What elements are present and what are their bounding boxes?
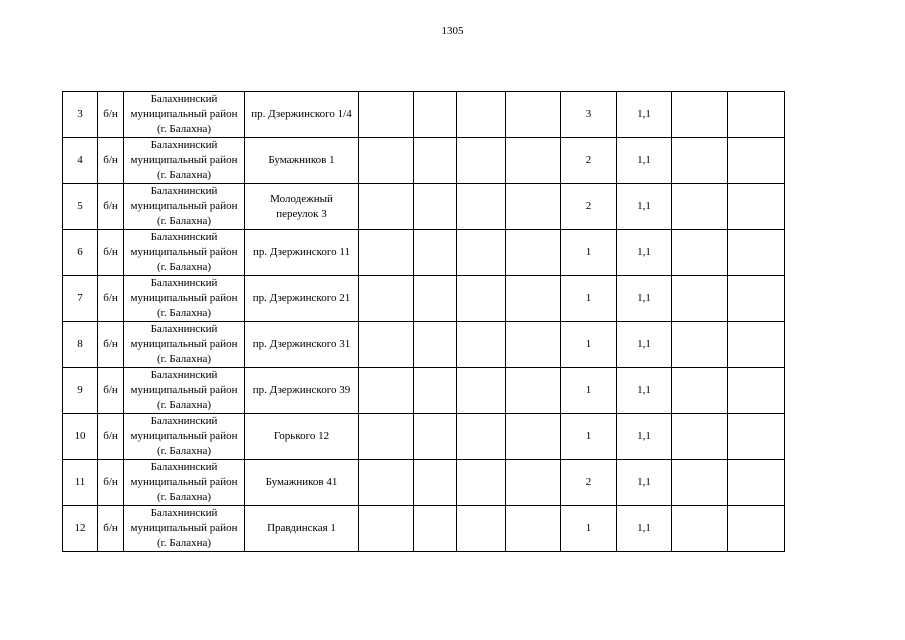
district-name-line: Балахнинский (150, 369, 218, 381)
district-name-line: Балахнинский (150, 277, 218, 289)
empty-cell-12 (728, 138, 785, 184)
code-cell: б/н (98, 276, 124, 322)
empty-cell-7 (457, 460, 506, 506)
code-cell: б/н (98, 506, 124, 552)
empty-cell-7 (457, 230, 506, 276)
empty-cell-11 (672, 184, 728, 230)
empty-cell-6 (414, 276, 457, 322)
table-row (63, 138, 785, 184)
volume-cell: 1,1 (617, 184, 672, 230)
empty-cell-6 (414, 138, 457, 184)
volume-cell: 1,1 (617, 230, 672, 276)
table-row (63, 414, 785, 460)
district-cell (124, 368, 245, 414)
register-table (62, 91, 785, 552)
district-name-line: Балахнинский (150, 461, 218, 473)
empty-cell-11 (672, 368, 728, 414)
empty-cell-7 (457, 138, 506, 184)
empty-cell-11 (672, 414, 728, 460)
empty-cell-5 (359, 92, 414, 138)
row-number-cell: 5 (63, 184, 98, 230)
district-cell (124, 184, 245, 230)
register-table-body (63, 92, 785, 552)
district-cell (124, 414, 245, 460)
table-row (63, 276, 785, 322)
empty-cell-5 (359, 322, 414, 368)
empty-cell-11 (672, 92, 728, 138)
empty-cell-5 (359, 368, 414, 414)
empty-cell-8 (506, 184, 561, 230)
district-cell (124, 230, 245, 276)
empty-cell-11 (672, 138, 728, 184)
empty-cell-11 (672, 322, 728, 368)
code-cell: б/н (98, 322, 124, 368)
empty-cell-7 (457, 414, 506, 460)
empty-cell-12 (728, 506, 785, 552)
district-city-line: (г. Балахна) (156, 399, 212, 411)
empty-cell-7 (457, 322, 506, 368)
district-cell (124, 92, 245, 138)
address-cell: пр. Дзержинского 31 (245, 322, 359, 368)
empty-cell-5 (359, 138, 414, 184)
count-cell: 1 (561, 368, 617, 414)
row-number-cell: 6 (63, 230, 98, 276)
address-cell: пр. Дзержинского 11 (245, 230, 359, 276)
empty-cell-5 (359, 230, 414, 276)
empty-cell-8 (506, 92, 561, 138)
empty-cell-7 (457, 506, 506, 552)
empty-cell-7 (457, 184, 506, 230)
district-type-line: муниципальный район (130, 338, 238, 350)
code-cell: б/н (98, 184, 124, 230)
empty-cell-8 (506, 322, 561, 368)
table-row (63, 460, 785, 506)
address-cell: пр. Дзержинского 1/4 (245, 92, 359, 138)
count-cell: 3 (561, 92, 617, 138)
empty-cell-5 (359, 184, 414, 230)
count-cell: 1 (561, 506, 617, 552)
count-cell: 2 (561, 138, 617, 184)
empty-cell-8 (506, 414, 561, 460)
district-type-line: муниципальный район (130, 200, 238, 212)
table-row (63, 322, 785, 368)
address-cell: пр. Дзержинского 21 (245, 276, 359, 322)
district-type-line: муниципальный район (130, 292, 238, 304)
district-city-line: (г. Балахна) (156, 215, 212, 227)
empty-cell-12 (728, 322, 785, 368)
district-name-line: Балахнинский (150, 139, 218, 151)
row-number-cell: 9 (63, 368, 98, 414)
empty-cell-6 (414, 460, 457, 506)
empty-cell-12 (728, 414, 785, 460)
code-cell: б/н (98, 368, 124, 414)
table-row (63, 230, 785, 276)
district-city-line: (г. Балахна) (156, 169, 212, 181)
district-name-line: Балахнинский (150, 93, 218, 105)
empty-cell-6 (414, 184, 457, 230)
count-cell: 2 (561, 184, 617, 230)
address-cell: пр. Дзержинского 39 (245, 368, 359, 414)
count-cell: 1 (561, 276, 617, 322)
page-number: 1305 (441, 25, 464, 37)
address-cell: Горького 12 (245, 414, 359, 460)
empty-cell-8 (506, 460, 561, 506)
row-number-cell: 7 (63, 276, 98, 322)
district-cell (124, 460, 245, 506)
volume-cell: 1,1 (617, 92, 672, 138)
district-cell (124, 276, 245, 322)
code-cell: б/н (98, 230, 124, 276)
district-city-line: (г. Балахна) (156, 491, 212, 503)
empty-cell-8 (506, 368, 561, 414)
table-row (63, 368, 785, 414)
district-city-line: (г. Балахна) (156, 353, 212, 365)
volume-cell: 1,1 (617, 138, 672, 184)
empty-cell-5 (359, 276, 414, 322)
empty-cell-6 (414, 506, 457, 552)
empty-cell-6 (414, 414, 457, 460)
empty-cell-8 (506, 506, 561, 552)
code-cell: б/н (98, 138, 124, 184)
volume-cell: 1,1 (617, 460, 672, 506)
empty-cell-12 (728, 230, 785, 276)
empty-cell-8 (506, 276, 561, 322)
count-cell: 1 (561, 322, 617, 368)
district-name-line: Балахнинский (150, 415, 218, 427)
empty-cell-6 (414, 322, 457, 368)
empty-cell-12 (728, 276, 785, 322)
empty-cell-7 (457, 368, 506, 414)
district-city-line: (г. Балахна) (156, 445, 212, 457)
count-cell: 2 (561, 460, 617, 506)
empty-cell-5 (359, 506, 414, 552)
empty-cell-11 (672, 506, 728, 552)
row-number-cell: 11 (63, 460, 98, 506)
district-city-line: (г. Балахна) (156, 307, 212, 319)
empty-cell-8 (506, 138, 561, 184)
empty-cell-12 (728, 460, 785, 506)
district-type-line: муниципальный район (130, 246, 238, 258)
district-type-line: муниципальный район (130, 108, 238, 120)
volume-cell: 1,1 (617, 506, 672, 552)
empty-cell-6 (414, 230, 457, 276)
district-type-line: муниципальный район (130, 476, 238, 488)
address-cell: Бумажников 41 (245, 460, 359, 506)
empty-cell-12 (728, 368, 785, 414)
code-cell: б/н (98, 92, 124, 138)
empty-cell-7 (457, 92, 506, 138)
row-number-cell: 12 (63, 506, 98, 552)
row-number-cell: 3 (63, 92, 98, 138)
district-city-line: (г. Балахна) (156, 537, 212, 549)
code-cell: б/н (98, 460, 124, 506)
district-cell (124, 322, 245, 368)
district-cell (124, 506, 245, 552)
district-name-line: Балахнинский (150, 507, 218, 519)
count-cell: 1 (561, 230, 617, 276)
empty-cell-8 (506, 230, 561, 276)
volume-cell: 1,1 (617, 322, 672, 368)
empty-cell-6 (414, 368, 457, 414)
district-type-line: муниципальный район (130, 522, 238, 534)
empty-cell-7 (457, 276, 506, 322)
district-city-line: (г. Балахна) (156, 261, 212, 273)
row-number-cell: 8 (63, 322, 98, 368)
address-cell: Правдинская 1 (245, 506, 359, 552)
empty-cell-11 (672, 276, 728, 322)
code-cell: б/н (98, 414, 124, 460)
district-name-line: Балахнинский (150, 185, 218, 197)
table-row (63, 184, 785, 230)
empty-cell-5 (359, 414, 414, 460)
table-row (63, 506, 785, 552)
district-type-line: муниципальный район (130, 154, 238, 166)
empty-cell-11 (672, 460, 728, 506)
district-name-line: Балахнинский (150, 323, 218, 335)
district-name-line: Балахнинский (150, 231, 218, 243)
empty-cell-12 (728, 92, 785, 138)
address-cell: Молодежный переулок 3 (245, 184, 359, 230)
empty-cell-12 (728, 184, 785, 230)
district-cell (124, 138, 245, 184)
row-number-cell: 10 (63, 414, 98, 460)
table-row (63, 92, 785, 138)
empty-cell-11 (672, 230, 728, 276)
row-number-cell: 4 (63, 138, 98, 184)
address-cell: Бумажников 1 (245, 138, 359, 184)
volume-cell: 1,1 (617, 414, 672, 460)
volume-cell: 1,1 (617, 368, 672, 414)
district-type-line: муниципальный район (130, 430, 238, 442)
empty-cell-5 (359, 460, 414, 506)
volume-cell: 1,1 (617, 276, 672, 322)
district-type-line: муниципальный район (130, 384, 238, 396)
count-cell: 1 (561, 414, 617, 460)
district-city-line: (г. Балахна) (156, 123, 212, 135)
empty-cell-6 (414, 92, 457, 138)
